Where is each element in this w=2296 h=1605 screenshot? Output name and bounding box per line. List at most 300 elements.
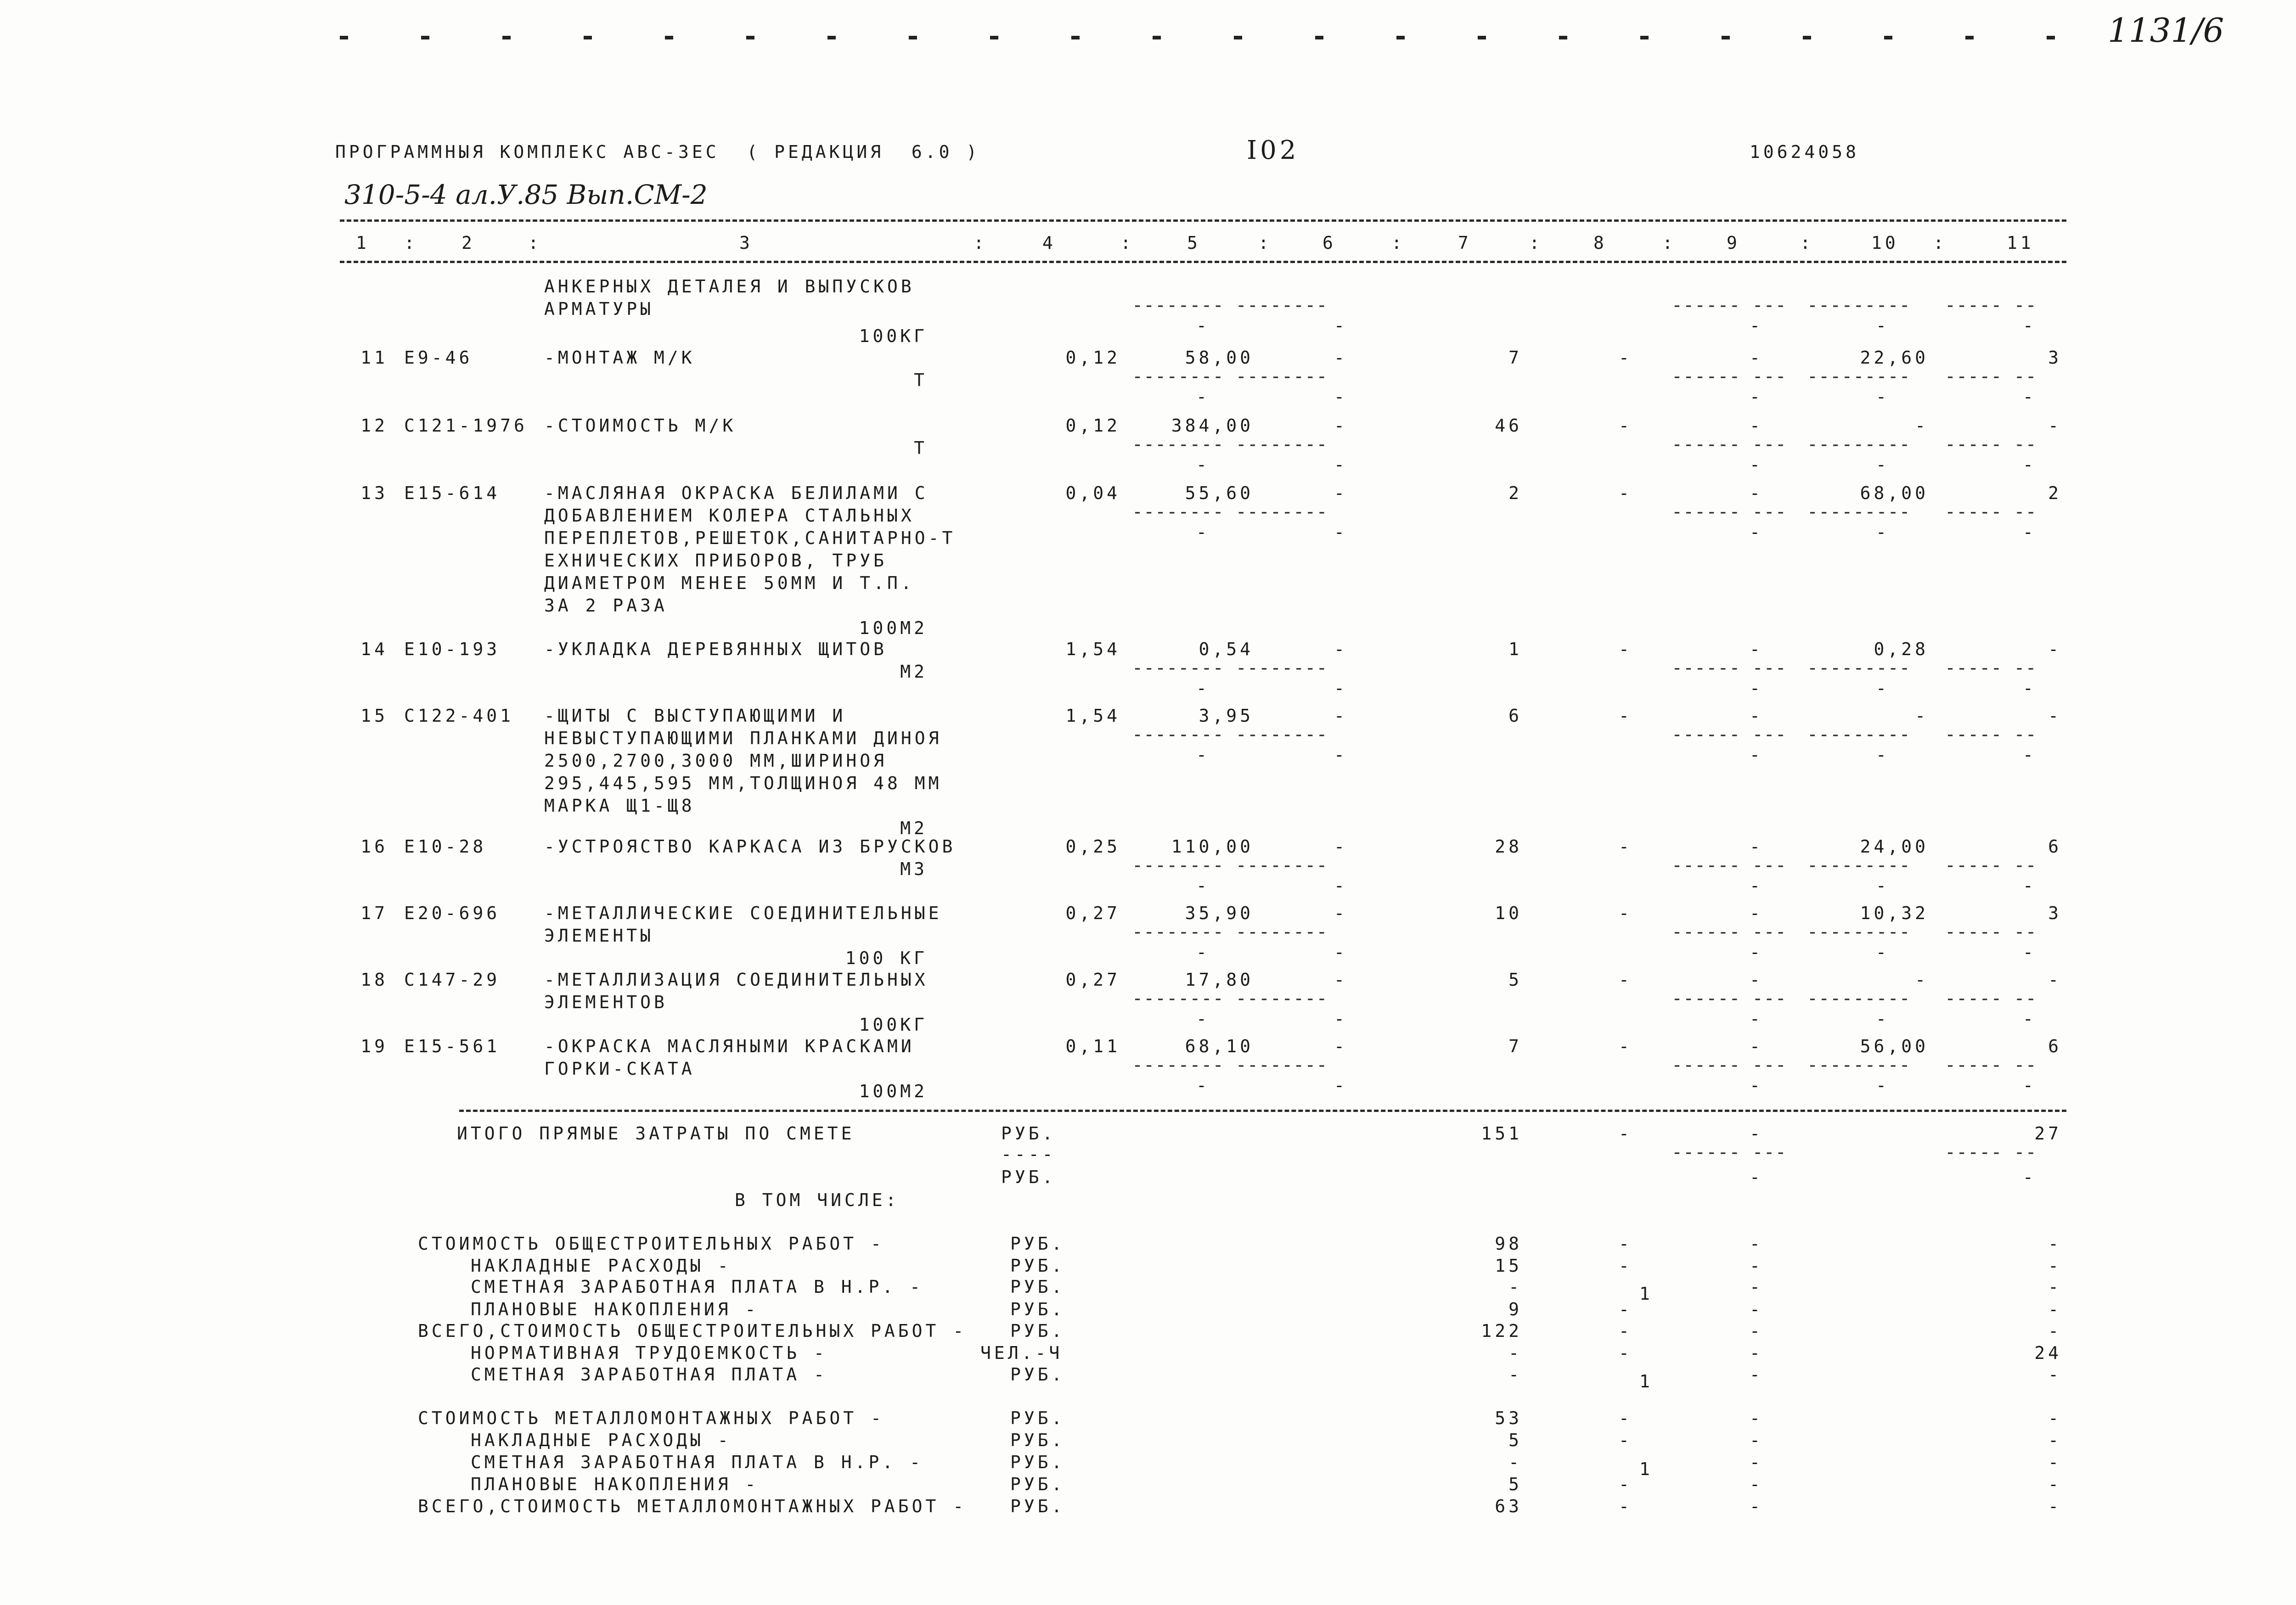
col6-value: - <box>1334 706 1348 726</box>
work-description: ПЕРЕПЛЕТОВ,РЕШЕТОК,САНИТАРНО-Т <box>544 528 956 548</box>
col6-dash-mark: - <box>1334 1009 1348 1029</box>
row-number: 16 <box>360 836 388 857</box>
col9-dash-mark: - <box>1750 522 1763 542</box>
col9-dashes: ------ --- <box>1671 657 1787 679</box>
work-description: -УСТРОЯСТВО КАРКАСА ИЗ БРУСКОВ <box>544 836 956 857</box>
unit-of-measure: М3 <box>900 859 928 879</box>
work-description: АРМАТУРЫ <box>544 299 654 319</box>
col6-dash-mark: - <box>1334 678 1348 698</box>
summary-col7: 63 <box>1495 1496 1522 1516</box>
unit-of-measure: 100М2 <box>859 618 928 638</box>
norm-code: С147-29 <box>404 970 501 990</box>
price-dash-mark: - <box>1196 455 1210 475</box>
col10-dash-mark: - <box>1876 875 1890 896</box>
col11-dash-mark: - <box>2023 1009 2037 1029</box>
col11-dashes: ----- -- <box>1945 366 2037 387</box>
perforation-mark <box>1396 36 1405 39</box>
price-dash-mark: - <box>1196 387 1210 407</box>
col11-dash-mark: - <box>2023 678 2037 698</box>
work-description: -МЕТАЛЛИЗАЦИЯ СОЕДИНИТЕЛЬНЫХ <box>544 970 929 990</box>
summary-col11: - <box>2048 1408 2062 1428</box>
labour-cost: 22,60 <box>1860 348 1929 368</box>
quantity: 1,54 <box>1065 639 1120 659</box>
column-separator: : <box>1391 233 1405 253</box>
summary-col7: 122 <box>1481 1321 1522 1341</box>
work-description: ЗА 2 РАЗА <box>544 595 668 616</box>
work-description: -СТОИМОСТЬ М/К <box>544 415 737 436</box>
labour-cost: 10,32 <box>1860 903 1929 923</box>
summary-col11: - <box>2048 1321 2062 1341</box>
work-description: ЭЛЕМЕНТОВ <box>544 992 668 1012</box>
summary-col8: 1 <box>1639 1371 1653 1392</box>
summary-label: СМЕТНАЯ ЗАРАБОТНАЯ ПЛАТА В Н.Р. - <box>471 1277 923 1297</box>
col9-dash-mark: - <box>1750 315 1763 336</box>
price-dashes: -------- -------- <box>1132 855 1328 876</box>
col9-dash-mark: - <box>1750 455 1763 475</box>
col6-dash-mark: - <box>1334 315 1348 336</box>
column-header-3: 3 <box>739 233 753 253</box>
col10-dashes: --------- <box>1807 657 1911 679</box>
total-cost: 28 <box>1495 836 1522 857</box>
col9-dashes: ------ --- <box>1671 434 1787 455</box>
quantity: 1,54 <box>1065 706 1120 726</box>
work-description: 295,445,595 ММ,ТОЛЩИНОЯ 48 ММ <box>544 773 942 793</box>
col6-value: - <box>1334 639 1348 659</box>
summary-col8: - <box>1619 1496 1632 1516</box>
column-header-5: 5 <box>1187 233 1201 253</box>
summary-col8: - <box>1619 1474 1632 1494</box>
price-dashes: -------- -------- <box>1132 295 1328 316</box>
summary-col8: - <box>1619 1408 1632 1428</box>
perforation-mark <box>746 36 754 39</box>
col10-dashes: --------- <box>1807 921 1911 943</box>
price-dash-mark: - <box>1196 942 1210 962</box>
summary-label: ВСЕГО,СТОИМОСТЬ ОБЩЕСТРОИТЕЛЬНЫХ РАБОТ - <box>418 1321 967 1341</box>
col10-dashes: --------- <box>1807 855 1911 876</box>
col9-value: - <box>1750 348 1763 368</box>
price-dash-mark: - <box>1196 875 1210 896</box>
col10-dash-mark: - <box>1876 455 1890 475</box>
unit-of-measure: 100 КГ <box>845 948 928 968</box>
col8-value: - <box>1619 970 1632 990</box>
labour-cost: - <box>1915 415 1929 436</box>
column-separator: : <box>1120 233 1134 253</box>
quantity: 0,27 <box>1065 970 1120 990</box>
col6-value: - <box>1334 483 1348 503</box>
corner-mark: 1131/6 <box>2108 11 2224 50</box>
summary-col7: - <box>1508 1364 1522 1385</box>
unit-of-measure: Т <box>914 438 928 458</box>
col9-dash-mark: - <box>1750 1009 1763 1029</box>
perforation-mark <box>1071 36 1080 39</box>
summary-label: ПЛАНОВЫЕ НАКОПЛЕНИЯ - <box>471 1299 759 1319</box>
unit-of-measure: М2 <box>900 662 928 682</box>
col9-dash-mark: - <box>1750 1075 1763 1095</box>
summary-unit: РУБ. <box>1010 1234 1065 1254</box>
col6-value: - <box>1334 348 1348 368</box>
work-description: ДОБАВЛЕНИЕМ КОЛЕРА СТАЛЬНЫХ <box>544 505 915 526</box>
perforation-mark <box>1884 36 1892 39</box>
total-cost: 2 <box>1508 483 1522 503</box>
labour-cost: 0,28 <box>1874 639 1929 659</box>
col6-dash-mark: - <box>1334 1075 1348 1095</box>
summary-col9: - <box>1750 1343 1763 1363</box>
col9-value: - <box>1750 836 1763 857</box>
summary-col11: - <box>2048 1474 2062 1494</box>
work-description: -МОНТАЖ М/К <box>544 348 695 368</box>
summary-label: НАКЛАДНЫЕ РАСХОДЫ - <box>471 1430 732 1450</box>
unit-price: 55,60 <box>1185 483 1254 503</box>
column-separator: : <box>974 233 987 253</box>
labour-cost: 68,00 <box>1860 483 1929 503</box>
col8-value: - <box>1619 639 1632 659</box>
summary-col8: - <box>1619 1430 1632 1450</box>
norm-code: Е10-28 <box>404 836 487 857</box>
document-code: 10624058 <box>1750 142 1860 162</box>
col10-dash-mark: - <box>1876 1075 1890 1095</box>
column-separator: : <box>1800 233 1814 253</box>
total-col9-dashes: ------ --- <box>1671 1142 1787 1163</box>
column-separator: : <box>404 233 418 253</box>
work-description: -МЕТАЛЛИЧЕСКИЕ СОЕДИНИТЕЛЬНЫЕ <box>544 903 942 923</box>
col11-value: 2 <box>2048 483 2062 503</box>
price-dashes: -------- -------- <box>1132 921 1328 943</box>
summary-col9: - <box>1750 1496 1763 1516</box>
summary-col7: - <box>1508 1452 1522 1472</box>
unit-price: 35,90 <box>1185 903 1254 923</box>
unit-of-measure: Т <box>914 370 928 390</box>
summary-label: СМЕТНАЯ ЗАРАБОТНАЯ ПЛАТА В Н.Р. - <box>471 1452 923 1472</box>
col8-value: - <box>1619 903 1632 923</box>
norm-code: Е20-696 <box>404 903 501 923</box>
summary-col8: - <box>1619 1343 1632 1363</box>
column-separator: : <box>1933 233 1947 253</box>
summary-unit: РУБ. <box>1010 1321 1065 1341</box>
total-label: ИТОГО ПРЯМЫЕ ЗАТРАТЫ ПО СМЕТЕ <box>457 1123 855 1144</box>
quantity: 0,11 <box>1065 1036 1120 1056</box>
summary-col8: 1 <box>1639 1459 1653 1479</box>
perforation-mark <box>909 36 917 39</box>
summary-unit: РУБ. <box>1010 1496 1065 1516</box>
col11-value: - <box>2048 706 2062 726</box>
perforation-mark <box>340 36 348 39</box>
col11-dash-mark: - <box>2023 387 2037 407</box>
page-number: I02 <box>1247 135 1300 165</box>
col9-dashes: ------ --- <box>1671 295 1787 316</box>
summary-col7: - <box>1508 1277 1522 1297</box>
norm-code: Е9-46 <box>404 348 473 368</box>
unit-price: 58,00 <box>1185 348 1254 368</box>
total-col9: - <box>1750 1123 1763 1144</box>
col9-dashes: ------ --- <box>1671 724 1787 745</box>
summary-col9: - <box>1750 1430 1763 1450</box>
column-header-1: 1 <box>356 233 370 253</box>
column-header-2: 2 <box>461 233 475 253</box>
quantity: 0,25 <box>1065 836 1120 857</box>
col11-value: - <box>2048 415 2062 436</box>
col10-dashes: --------- <box>1807 295 1911 316</box>
col9-dash-mark: - <box>1750 875 1763 896</box>
column-separator: : <box>1529 233 1543 253</box>
col11-dashes: ----- -- <box>1945 921 2037 943</box>
summary-col9: - <box>1750 1474 1763 1494</box>
total-col11: 27 <box>2034 1123 2062 1144</box>
col9-dash-mark: - <box>1750 678 1763 698</box>
total-unit-dashes: ---- <box>1001 1144 1056 1164</box>
col6-dash-mark: - <box>1334 387 1348 407</box>
col10-dashes: --------- <box>1807 501 1911 522</box>
col9-dashes: ------ --- <box>1671 366 1787 387</box>
col9-dashes: ------ --- <box>1671 1055 1787 1076</box>
summary-col11: - <box>2048 1364 2062 1385</box>
col11-dashes: ----- -- <box>1945 855 2037 876</box>
col6-dash-mark: - <box>1334 522 1348 542</box>
col6-value: - <box>1334 836 1348 857</box>
col11-dash-mark: - <box>2023 455 2037 475</box>
program-title: ПРОГРАММНЫЯ КОМПЛЕКС АВС-ЗЕС ( РЕДАКЦИЯ 6.0 ) <box>335 142 980 162</box>
row-number: 17 <box>360 903 388 923</box>
total-direct-cost: 151 <box>1481 1123 1522 1144</box>
col11-dashes: ----- -- <box>1945 724 2037 745</box>
col6-value: - <box>1334 903 1348 923</box>
labour-cost: - <box>1915 970 1929 990</box>
summary-col9: - <box>1750 1256 1763 1276</box>
perforation-mark <box>1803 36 1811 39</box>
summary-label: ВСЕГО,СТОИМОСТЬ МЕТАЛЛОМОНТАЖНЫХ РАБОТ - <box>418 1496 967 1516</box>
work-description: -МАСЛЯНАЯ ОКРАСКА БЕЛИЛАМИ С <box>544 483 929 503</box>
quantity: 0,12 <box>1065 415 1120 436</box>
col11-dashes: ----- -- <box>1945 501 2037 522</box>
col9-value: - <box>1750 415 1763 436</box>
col11-dash-mark: - <box>2023 745 2037 765</box>
price-dash-mark: - <box>1196 522 1210 542</box>
col6-dash-mark: - <box>1334 745 1348 765</box>
summary-label: СТОИМОСТЬ ОБЩЕСТРОИТЕЛЬНЫХ РАБОТ - <box>418 1234 884 1254</box>
column-header-10: 10 <box>1871 233 1899 253</box>
summary-col8: - <box>1619 1234 1632 1254</box>
col9-dash-mark: - <box>1750 745 1763 765</box>
norm-code: С122-401 <box>404 706 514 726</box>
perforation-mark <box>827 36 836 39</box>
col10-dash-mark: - <box>1876 522 1890 542</box>
col11-value: - <box>2048 639 2062 659</box>
unit-of-measure: 100КГ <box>859 326 928 346</box>
col11-dashes: ----- -- <box>1945 295 2037 316</box>
col11-value: 6 <box>2048 1036 2062 1056</box>
summary-col7: 9 <box>1508 1299 1522 1319</box>
row-number: 12 <box>360 415 388 436</box>
work-description: ГОРКИ-СКАТА <box>544 1059 695 1079</box>
work-description: ЕХНИЧЕСКИХ ПРИБОРОВ, ТРУБ <box>544 550 887 571</box>
work-description: -УКЛАДКА ДЕРЕВЯННЫХ ЩИТОВ <box>544 639 887 659</box>
perforation-mark <box>665 36 673 39</box>
col8-value: - <box>1619 1036 1632 1056</box>
summary-col8: 1 <box>1639 1284 1653 1304</box>
summary-unit: РУБ. <box>1010 1256 1065 1276</box>
column-separator: : <box>1662 233 1676 253</box>
col10-dashes: --------- <box>1807 988 1911 1009</box>
col10-dash-mark: - <box>1876 1009 1890 1029</box>
unit-price: 3,95 <box>1199 706 1254 726</box>
col11-dashes: ----- -- <box>1945 434 2037 455</box>
price-dash-mark: - <box>1196 1009 1210 1029</box>
col6-dash-mark: - <box>1334 942 1348 962</box>
norm-code: Е15-614 <box>404 483 501 503</box>
norm-code: Е15-561 <box>404 1036 501 1056</box>
perforation-mark <box>584 36 592 39</box>
price-dashes: -------- -------- <box>1132 657 1328 679</box>
total-col11-dashes: ----- -- <box>1945 1142 2037 1163</box>
norm-code: Е10-193 <box>404 639 501 659</box>
perforation-mark <box>2047 36 2055 39</box>
unit-price: 17,80 <box>1185 970 1254 990</box>
row-number: 19 <box>360 1036 388 1056</box>
price-dashes: -------- -------- <box>1132 988 1328 1009</box>
summary-col11: - <box>2048 1299 2062 1319</box>
summary-col9: - <box>1750 1299 1763 1319</box>
column-header-9: 9 <box>1727 233 1740 253</box>
col10-dash-mark: - <box>1876 678 1890 698</box>
unit-price: 384,00 <box>1171 415 1254 436</box>
summary-col9: - <box>1750 1321 1763 1341</box>
quantity: 0,04 <box>1065 483 1120 503</box>
summary-unit: РУБ. <box>1010 1299 1065 1319</box>
col9-value: - <box>1750 1036 1763 1056</box>
summary-col7: 53 <box>1495 1408 1522 1428</box>
summary-col7: 98 <box>1495 1234 1522 1254</box>
row-number: 14 <box>360 639 388 659</box>
column-separator: : <box>528 233 542 253</box>
price-dash-mark: - <box>1196 745 1210 765</box>
price-dashes: -------- -------- <box>1132 434 1328 455</box>
total-unit-2: РУБ. <box>1001 1167 1056 1187</box>
header-rule-bottom <box>340 261 2066 263</box>
summary-unit: ЧЕЛ.-Ч <box>980 1343 1063 1363</box>
col8-value: - <box>1619 483 1632 503</box>
labour-cost: - <box>1915 706 1929 726</box>
column-header-4: 4 <box>1042 233 1056 253</box>
col11-dash-mark: - <box>2023 875 2037 896</box>
summary-label: НАКЛАДНЫЕ РАСХОДЫ - <box>471 1256 732 1276</box>
header-rule-top <box>340 219 2066 222</box>
column-header-8: 8 <box>1593 233 1607 253</box>
col11-dash-mark: - <box>2023 522 2037 542</box>
total-cost: 6 <box>1508 706 1522 726</box>
price-dash-mark: - <box>1196 1075 1210 1095</box>
perforation-mark <box>1559 36 1567 39</box>
summary-unit: РУБ. <box>1010 1452 1065 1472</box>
perforation-mark <box>1722 36 1730 39</box>
unit-price: 68,10 <box>1185 1036 1254 1056</box>
col11-dashes: ----- -- <box>1945 1055 2037 1076</box>
quantity: 0,12 <box>1065 348 1120 368</box>
summary-unit: РУБ. <box>1010 1430 1065 1450</box>
col10-dashes: --------- <box>1807 1055 1911 1076</box>
price-dashes: -------- -------- <box>1132 501 1328 522</box>
summary-col8: - <box>1619 1299 1632 1319</box>
col11-dash-mark: - <box>2023 942 2037 962</box>
summary-label: СМЕТНАЯ ЗАРАБОТНАЯ ПЛАТА - <box>471 1364 827 1385</box>
col8-value: - <box>1619 415 1632 436</box>
col8-value: - <box>1619 706 1632 726</box>
norm-code: С121-1976 <box>404 415 528 436</box>
col9-value: - <box>1750 970 1763 990</box>
work-description: 2500,2700,3000 ММ,ШИРИНОЯ <box>544 751 887 771</box>
summary-label: ПЛАНОВЫЕ НАКОПЛЕНИЯ - <box>471 1474 759 1494</box>
quantity: 0,27 <box>1065 903 1120 923</box>
summary-col7: 15 <box>1495 1256 1522 1276</box>
column-header-7: 7 <box>1458 233 1472 253</box>
work-description: ЭЛЕМЕНТЫ <box>544 926 654 946</box>
summary-label: НОРМАТИВНАЯ ТРУДОЕМКОСТЬ - <box>471 1343 827 1363</box>
col10-dash-mark: - <box>1876 387 1890 407</box>
total-cost: 7 <box>1508 348 1522 368</box>
row-number: 15 <box>360 706 388 726</box>
price-dashes: -------- -------- <box>1132 1055 1328 1076</box>
unit-price: 0,54 <box>1199 639 1254 659</box>
totals-rule <box>459 1110 2066 1112</box>
unit-price: 110,00 <box>1171 836 1254 857</box>
work-description: МАРКА Щ1-Щ8 <box>544 796 695 816</box>
price-dash-mark: - <box>1196 678 1210 698</box>
summary-col8: - <box>1619 1321 1632 1341</box>
col11-dash-mark: - <box>2023 1075 2037 1095</box>
summary-col9: - <box>1750 1277 1763 1297</box>
row-number: 18 <box>360 970 388 990</box>
handwritten-reference: 310-5-4 ал.У.85 Вып.СМ-2 <box>344 179 708 210</box>
col10-dashes: --------- <box>1807 434 1911 455</box>
summary-col11: - <box>2048 1277 2062 1297</box>
row-number: 13 <box>360 483 388 503</box>
summary-col9: - <box>1750 1452 1763 1472</box>
perforation-mark <box>990 36 998 39</box>
work-description: -ОКРАСКА МАСЛЯНЫМИ КРАСКАМИ <box>544 1036 915 1056</box>
work-description: НЕВЫСТУПАЮЩИМИ ПЛАНКАМИ ДИНОЯ <box>544 728 942 748</box>
col11-dashes: ----- -- <box>1945 988 2037 1009</box>
perforation-mark <box>1640 36 1649 39</box>
column-header-11: 11 <box>2007 233 2034 253</box>
total-cost: 5 <box>1508 970 1522 990</box>
total-col9-mark: - <box>1750 1167 1763 1187</box>
col6-value: - <box>1334 1036 1348 1056</box>
total-cost: 1 <box>1508 639 1522 659</box>
summary-col9: - <box>1750 1234 1763 1254</box>
summary-col11: - <box>2048 1452 2062 1472</box>
col9-dash-mark: - <box>1750 387 1763 407</box>
summary-col11: 24 <box>2034 1343 2062 1363</box>
summary-unit: РУБ. <box>1010 1364 1065 1385</box>
summary-col8: - <box>1619 1256 1632 1276</box>
col6-value: - <box>1334 415 1348 436</box>
unit-of-measure: М2 <box>900 818 928 838</box>
col6-dash-mark: - <box>1334 455 1348 475</box>
total-col11-mark: - <box>2023 1167 2037 1187</box>
col9-value: - <box>1750 706 1763 726</box>
perforation-mark <box>1965 36 1974 39</box>
total-cost: 7 <box>1508 1036 1522 1056</box>
col9-dashes: ------ --- <box>1671 921 1787 943</box>
price-dashes: -------- -------- <box>1132 724 1328 745</box>
perforation-mark <box>1234 36 1242 39</box>
summary-col9: - <box>1750 1364 1763 1385</box>
col10-dash-mark: - <box>1876 745 1890 765</box>
col9-dash-mark: - <box>1750 942 1763 962</box>
col9-value: - <box>1750 903 1763 923</box>
column-header-6: 6 <box>1322 233 1336 253</box>
col9-value: - <box>1750 483 1763 503</box>
perforation-mark <box>502 36 511 39</box>
col6-value: - <box>1334 970 1348 990</box>
